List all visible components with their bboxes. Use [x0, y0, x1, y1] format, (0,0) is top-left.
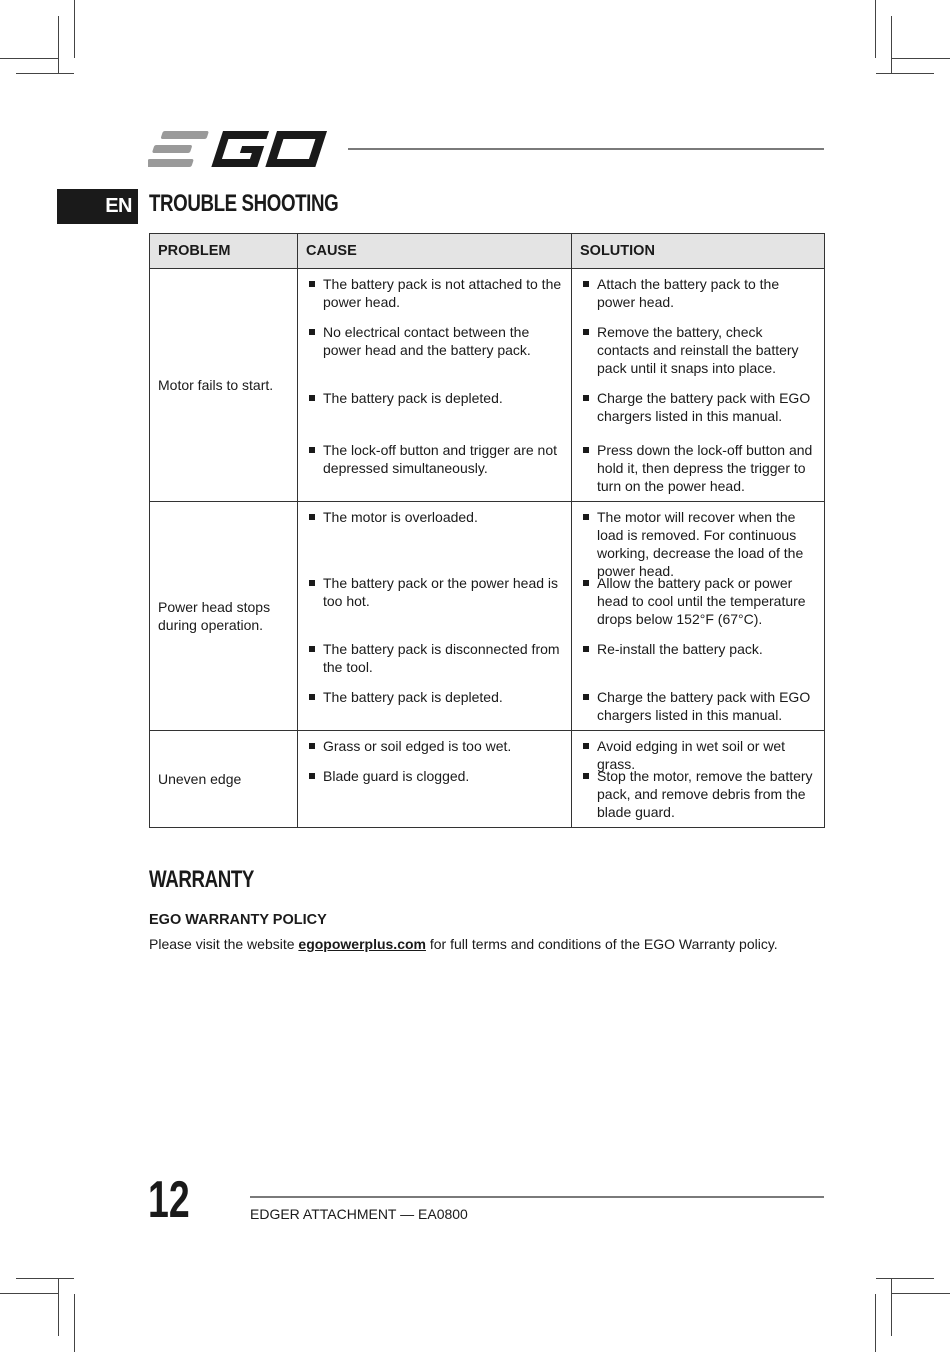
problem-cell: Power head stops during operation. — [150, 502, 298, 731]
solution-cell — [572, 269, 825, 502]
solution-item: The motor will recover when the load is removed. For continuous working, decrease the load of the power head. — [582, 508, 818, 574]
cause-cell — [298, 502, 572, 731]
ego-logo — [148, 128, 333, 170]
crop-mark — [876, 1278, 934, 1279]
crop-mark — [876, 73, 934, 74]
warranty-text-before: Please visit the website — [149, 936, 299, 952]
troubleshooting-table — [149, 233, 825, 828]
crop-mark — [0, 1293, 58, 1294]
crop-mark — [892, 58, 950, 59]
cause-item: Grass or soil edged is too wet. — [308, 737, 565, 767]
solution-item: Attach the battery pack to the power head. — [582, 275, 818, 323]
warranty-text-after: for full terms and conditions of the EGO Warranty policy. — [425, 936, 778, 952]
cause-item: The battery pack is depleted. — [308, 389, 565, 441]
table-header-row — [150, 234, 825, 269]
table-row — [150, 502, 825, 731]
crop-mark — [16, 73, 74, 74]
cause-cell — [298, 731, 572, 828]
problem-cell: Uneven edge — [150, 731, 298, 828]
warranty-title: WARRANTY — [149, 866, 255, 893]
solution-item: Allow the battery pack or power head to cool until the temperature drops below 152°F (67°C). — [582, 574, 818, 640]
table-row — [150, 731, 825, 828]
crop-mark — [891, 1278, 892, 1336]
page-number: 12 — [148, 1171, 190, 1229]
cause-cell — [298, 269, 572, 502]
solution-item: Re-install the battery pack. — [582, 640, 818, 688]
crop-mark — [58, 16, 59, 74]
cause-item: The battery pack is disconnected from the tool. — [308, 640, 565, 688]
solution-item: Remove the battery, check contacts and reinstall the battery pack until it snaps into place. — [582, 323, 818, 389]
footer-rule — [250, 1196, 824, 1198]
crop-mark — [58, 1278, 59, 1336]
solution-item: Charge the battery pack with EGO chargers listed in this manual. — [582, 389, 818, 441]
crop-mark — [16, 1278, 74, 1279]
header-solution: SOLUTION — [572, 234, 825, 269]
header-rule — [348, 148, 824, 150]
header-cause: CAUSE — [298, 234, 572, 269]
solution-cell — [572, 731, 825, 828]
crop-mark — [875, 1294, 876, 1352]
solution-item: Stop the motor, remove the battery pack, and remove debris from the blade guard. — [582, 767, 818, 821]
crop-mark — [891, 16, 892, 74]
cause-item: The lock-off button and trigger are not depressed simultaneously. — [308, 441, 565, 489]
solution-item: Press down the lock-off button and hold it, then depress the trigger to turn on the power head. — [582, 441, 818, 495]
cause-item: The battery pack is not attached to the power head. — [308, 275, 565, 323]
solution-item: Charge the battery pack with EGO chargers listed in this manual. — [582, 688, 818, 724]
language-tab: EN — [57, 189, 138, 224]
table-row — [150, 269, 825, 502]
crop-mark — [0, 58, 58, 59]
cause-item: The battery pack or the power head is too hot. — [308, 574, 565, 640]
cause-item: Blade guard is clogged. — [308, 767, 565, 821]
cause-item: No electrical contact between the power head and the battery pack. — [308, 323, 565, 389]
solution-item: Avoid edging in wet soil or wet grass. — [582, 737, 818, 767]
crop-mark — [892, 1293, 950, 1294]
crop-mark — [74, 1294, 75, 1352]
footer-text: EDGER ATTACHMENT — EA0800 — [250, 1206, 468, 1222]
warranty-text — [149, 936, 778, 952]
troubleshooting-title: TROUBLE SHOOTING — [149, 190, 339, 217]
warranty-subtitle: EGO WARRANTY POLICY — [149, 912, 327, 928]
crop-mark — [875, 0, 876, 58]
header-problem: PROBLEM — [150, 234, 298, 269]
cause-item: The battery pack is depleted. — [308, 688, 565, 724]
cause-item: The motor is overloaded. — [308, 508, 565, 574]
problem-cell: Motor fails to start. — [150, 269, 298, 502]
solution-cell — [572, 502, 825, 731]
warranty-link[interactable]: egopowerplus.com — [298, 936, 426, 952]
crop-mark — [74, 0, 75, 58]
